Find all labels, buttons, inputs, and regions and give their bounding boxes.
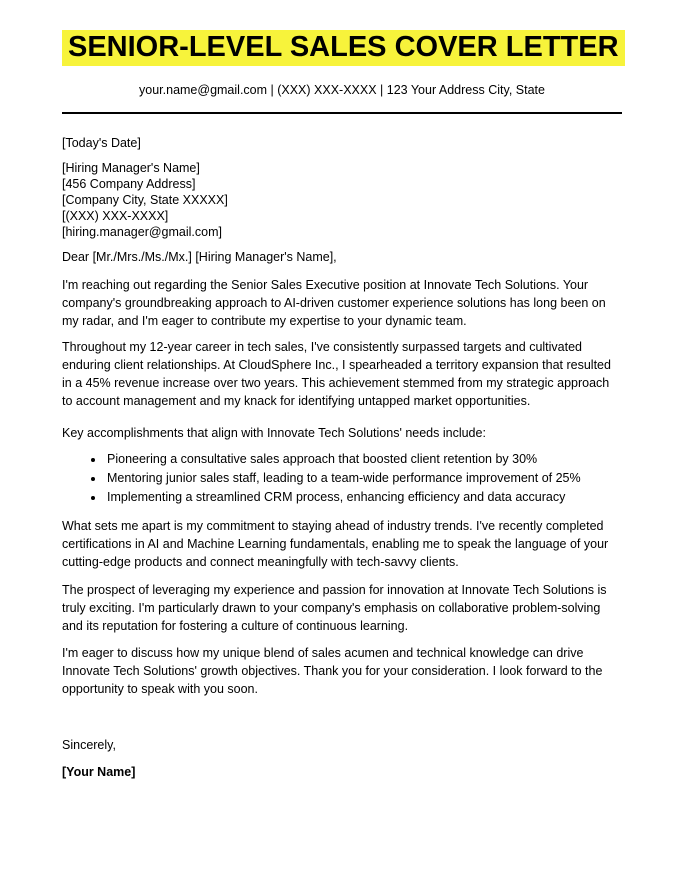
contact-info-line: your.name@gmail.com | (XXX) XXX-XXXX | 123 Your Address City, State (139, 83, 545, 97)
recipient-line: [Hiring Manager's Name] (62, 161, 200, 175)
recipient-line: [456 Company Address] (62, 177, 196, 191)
differentiation-paragraph: What sets me apart is my commitment to staying ahead of industry trends. I've recently completed certifications in AI and Machine Learning fundamentals, enabling me to speak the language of your cutting-edge products and connect meaningfully with tech-savvy clients. (62, 519, 609, 569)
recipient-line: [Company City, State XXXXX] (62, 193, 228, 207)
intro-paragraph: I'm reaching out regarding the Senior Sales Executive position at Innovate Tech Solutions. Your company's groundbreaking approach to AI-driven customer experience solutions has long been on my radar, and I'm eager to contribute my expertise to your dynamic team. (62, 278, 606, 328)
experience-paragraph: Throughout my 12-year career in tech sales, I've consistently surpassed targets and cultivated enduring client relationships. At CloudSphere Inc., I spearheaded a territory expansion that resulted in a 45% revenue increase over two years. This achievement stemmed from my strategic approach to account management and my knack for identifying untapped market opportunities. (62, 340, 611, 408)
date-line: [Today's Date] (62, 136, 141, 150)
header-divider (62, 112, 622, 114)
recipient-block (62, 160, 622, 240)
salutation: Dear [Mr./Mrs./Ms./Mx.] [Hiring Manager's Name], (62, 250, 337, 264)
page-title-highlight: SENIOR-LEVEL SALES COVER LETTER (62, 30, 625, 66)
page-title (62, 30, 622, 66)
recipient-line: [(XXX) XXX-XXXX] (62, 209, 169, 223)
accomplishment-item: • Pioneering a consultative sales approach that boosted client retention by 30% (105, 450, 622, 468)
accomplishment-item: • Mentoring junior sales staff, leading to a team-wide performance improvement of 25% (105, 469, 622, 487)
enthusiasm-paragraph: The prospect of leveraging my experience and passion for innovation at Innovate Tech Solutions is truly exciting. I'm particularly drawn to your company's emphasis on collaborative problem-solving and its reputation for fostering a culture of continuous learning. (62, 583, 607, 633)
accomplishments-heading: Key accomplishments that align with Innovate Tech Solutions' needs include: (62, 426, 486, 440)
accomplishment-item: • Implementing a streamlined CRM process, enhancing efficiency and data accuracy (105, 488, 622, 506)
recipient-line: [hiring.manager@gmail.com] (62, 225, 222, 239)
signature-name: [Your Name] (62, 765, 136, 779)
document-header (62, 30, 622, 114)
valediction: Sincerely, (62, 738, 116, 752)
accomplishments-list (62, 450, 622, 506)
call-to-action-paragraph: I'm eager to discuss how my unique blend of sales acumen and technical knowledge can drive Innovate Tech Solutions' growth objectives. Thank you for your consideration. I look forward to the opportunity to speak with you soon. (62, 646, 603, 696)
letter-body (62, 135, 622, 781)
